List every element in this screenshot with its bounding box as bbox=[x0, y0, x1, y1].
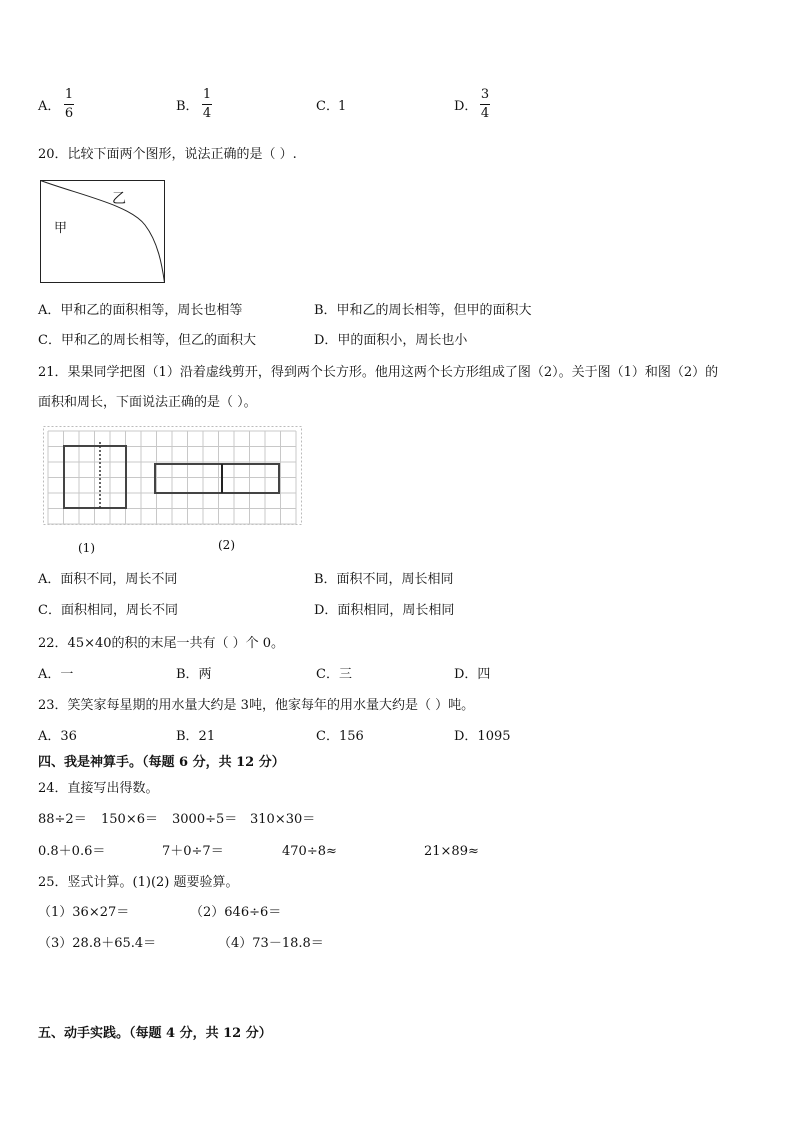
q21-option-c: C．面积相同，周长不同 bbox=[38, 603, 178, 618]
numerator: 3 bbox=[480, 87, 490, 102]
section5-title: 五、动手实践。（每题 4 分，共 12 分） bbox=[38, 1026, 272, 1041]
q21-grid-figure bbox=[43, 426, 305, 528]
q25-item-1: （1）36×27＝ bbox=[38, 905, 130, 920]
fraction-bar bbox=[480, 104, 490, 105]
q19-option-c-letter: C． bbox=[316, 99, 339, 114]
fraction-bar bbox=[202, 104, 212, 105]
fraction-bar bbox=[64, 104, 74, 105]
q24-item-7: 470÷8≈ bbox=[282, 844, 337, 859]
q22-option-c: C．三 bbox=[316, 667, 352, 682]
q23-stem: 23．笑笑家每星期的用水量大约是 3吨，他家每年的用水量大约是（ ）吨。 bbox=[38, 698, 475, 713]
q24-item-1: 88÷2＝ bbox=[38, 812, 87, 827]
section4-title: 四、我是神算手。（每题 6 分，共 12 分） bbox=[38, 755, 285, 770]
q19-option-b-letter: B． bbox=[176, 99, 199, 114]
q23-option-a: A．36 bbox=[38, 729, 77, 744]
q19-option-d-fraction bbox=[480, 88, 490, 121]
q21-option-b: B．面积不同，周长相同 bbox=[314, 572, 454, 587]
q19-option-a-letter: A． bbox=[38, 99, 61, 114]
q21-grid-lines bbox=[48, 431, 296, 524]
q20-stem: 20．比较下面两个图形，说法正确的是（ ）. bbox=[38, 147, 297, 162]
q25-item-3: （3）28.8＋65.4＝ bbox=[38, 936, 157, 951]
q21-figure2-rectangle bbox=[155, 464, 279, 493]
numerator: 1 bbox=[64, 87, 74, 102]
q25-item-4: （4）73－18.8＝ bbox=[218, 936, 324, 951]
q20-label-a: 乙 bbox=[112, 191, 126, 207]
q23-option-d: D．1095 bbox=[454, 729, 511, 744]
q23-option-b: B．21 bbox=[176, 729, 216, 744]
q24-item-3: 3000÷5＝ bbox=[172, 812, 238, 827]
q20-label-b: 甲 bbox=[54, 221, 68, 236]
q20-option-b: B．甲和乙的周长相等，但甲的面积大 bbox=[314, 303, 532, 318]
q24-stem: 24．直接写出得数。 bbox=[38, 781, 159, 796]
q24-item-6: 7＋0÷7＝ bbox=[162, 844, 224, 859]
q24-item-8: 21×89≈ bbox=[424, 844, 479, 859]
q21-option-d: D．面积相同，周长相同 bbox=[314, 603, 455, 618]
q20-figure bbox=[40, 180, 170, 286]
q21-fig2-label: (2) bbox=[218, 538, 235, 552]
q25-stem: 25．竖式计算。(1)(2) 题要验算。 bbox=[38, 875, 239, 890]
q25-item-2: （2）646÷6＝ bbox=[190, 905, 282, 920]
q22-option-b: B．两 bbox=[176, 667, 212, 682]
denominator: 4 bbox=[202, 106, 212, 121]
q24-item-5: 0.8＋0.6＝ bbox=[38, 844, 106, 859]
q19-option-b-fraction bbox=[202, 88, 212, 121]
q22-stem: 22．45×40的积的末尾一共有（ ）个 0。 bbox=[38, 636, 285, 651]
denominator: 4 bbox=[480, 106, 490, 121]
q22-option-a: A．一 bbox=[38, 667, 74, 682]
q23-option-c: C．156 bbox=[316, 729, 364, 744]
q20-option-c: C．甲和乙的周长相等，但乙的面积大 bbox=[38, 333, 256, 348]
q21-fig1-label: (1) bbox=[78, 541, 95, 555]
numerator: 1 bbox=[202, 87, 212, 102]
q24-item-4: 310×30＝ bbox=[250, 812, 316, 827]
q24-item-2: 150×6＝ bbox=[101, 812, 158, 827]
q22-option-d: D．四 bbox=[454, 667, 491, 682]
q20-option-a: A．甲和乙的面积相等，周长也相等 bbox=[38, 303, 243, 318]
q19-option-d-letter: D． bbox=[454, 99, 478, 114]
q21-stem-line1: 21．果果同学把图（1）沿着虚线剪开，得到两个长方形。他用这两个长方形组成了图（2）。关于图（1）和图（2）的 bbox=[38, 365, 719, 380]
q21-option-a: A．面积不同，周长不同 bbox=[38, 572, 178, 587]
q19-option-a-fraction bbox=[64, 88, 74, 121]
q21-stem-line2: 面积和周长，下面说法正确的是（ ）。 bbox=[38, 395, 257, 410]
denominator: 6 bbox=[64, 106, 74, 121]
q19-option-c-value: 1 bbox=[338, 99, 347, 114]
q20-option-d: D．甲的面积小，周长也小 bbox=[314, 333, 468, 348]
